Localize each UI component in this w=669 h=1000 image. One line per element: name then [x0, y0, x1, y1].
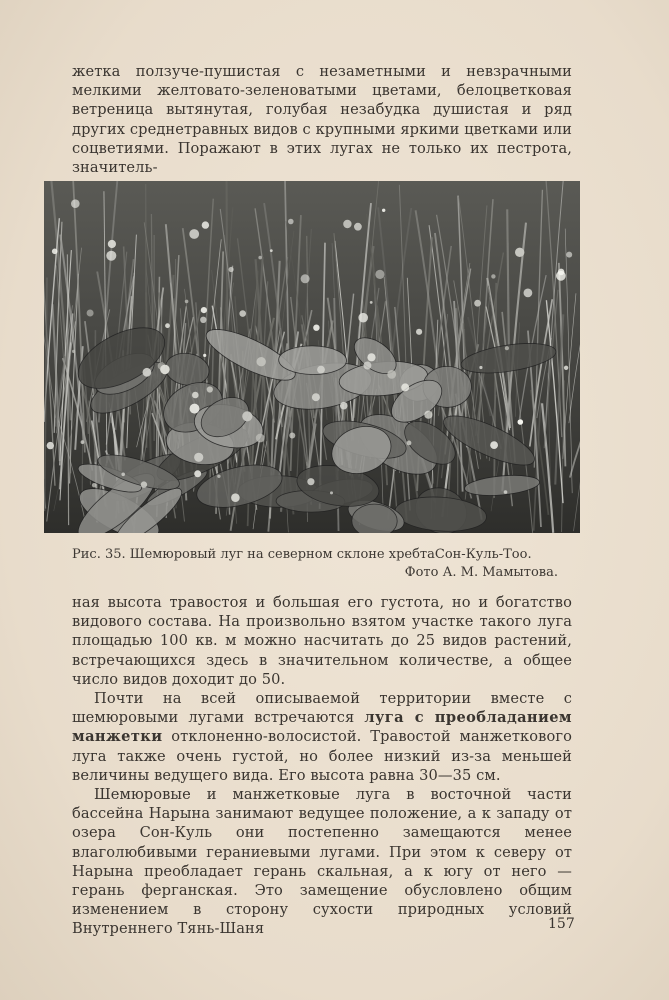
flower — [87, 310, 94, 317]
flower — [518, 419, 524, 425]
flower — [108, 240, 116, 248]
flower — [289, 433, 295, 439]
flower — [313, 325, 319, 331]
flower — [288, 219, 294, 225]
flower — [312, 393, 320, 401]
flower — [424, 411, 432, 419]
flower — [200, 317, 206, 323]
flower — [317, 366, 325, 374]
flower — [160, 365, 170, 375]
bottom-text-block — [72, 593, 572, 939]
flower — [343, 220, 351, 228]
meadow-photograph — [44, 181, 580, 533]
flower — [505, 346, 509, 350]
flower — [257, 357, 266, 366]
flower — [194, 470, 201, 477]
meadow-photo-image — [44, 181, 580, 533]
flower — [401, 383, 409, 391]
flower — [474, 300, 481, 307]
flower — [201, 307, 207, 313]
flower — [185, 300, 189, 304]
flower — [382, 209, 385, 212]
flower — [367, 353, 375, 361]
flower — [491, 274, 495, 278]
flower — [192, 392, 199, 399]
flower — [92, 483, 96, 487]
figure-caption: Рис. 35. Шемюровый луг на северном склоне хребтаСон-Куль-Тоо. — [72, 547, 532, 562]
flower — [307, 478, 314, 485]
flower — [239, 310, 246, 317]
paragraph-2 — [72, 689, 572, 785]
flower — [229, 267, 234, 272]
flower — [416, 329, 422, 335]
paragraph-3: Шемюровые и манжетковые луга в восточной части бассейна Нарына занимают ведущее положение, а к западу от озера Сон-Куль они постепенно замещаются менее влаголюбивыми гераниевыми лугами. При этом к северу от Нарына преобладает герань скальная, а к югу от него — герань ферганская. Это замещение обусловлено общим изменением в сторону сухости природных условий Внутреннего Тянь-Шаня — [72, 786, 572, 938]
flower — [564, 366, 568, 370]
flower — [242, 411, 252, 421]
flower — [504, 490, 508, 494]
photo-credit: Фото А. М. Мамытова. — [404, 565, 558, 580]
flower — [72, 350, 75, 353]
flower — [207, 386, 213, 392]
paragraph-2-end: отклоненно-волосистой. Травостой манжеткового луга также очень густой, но более низкий из-за меньшей величины ведущего вида. Его высота равна 30—35 см. — [72, 728, 572, 784]
flower — [202, 221, 209, 228]
flower — [515, 248, 524, 257]
flower — [47, 442, 54, 449]
flower — [301, 274, 310, 283]
flower — [189, 229, 199, 239]
flower — [258, 256, 262, 260]
flower — [358, 313, 368, 323]
flower — [81, 440, 85, 444]
flower — [566, 252, 572, 258]
flower — [330, 491, 333, 494]
flower — [217, 475, 220, 478]
flower — [203, 354, 206, 357]
flower — [490, 441, 498, 449]
flower — [387, 370, 396, 379]
flower — [370, 301, 373, 304]
paragraph-2-bold: луга с преобладанием манжетки — [72, 709, 572, 746]
flower — [194, 453, 203, 462]
flower — [141, 481, 147, 487]
paragraph-2-start: Почти на всей описываемой территории вместе с шемюровыми лугами встречаются — [72, 690, 572, 727]
top-text-block — [72, 62, 572, 177]
flower — [231, 493, 240, 502]
flower — [340, 402, 348, 410]
flower — [354, 223, 362, 231]
paragraph-1: ная высота травостоя и большая его густота, но и богатство видового состава. На произвольно взятом участке такого луга площадью 100 кв. м можно насчитать до 25 видов растений, встречающихся здесь в значительном количестве, а общее число видов доходит до 50. — [72, 594, 572, 688]
flower — [121, 473, 125, 477]
flower — [106, 251, 116, 261]
page-number: 157 — [548, 916, 575, 932]
flower — [407, 441, 412, 446]
flower — [524, 289, 533, 298]
top-paragraph: жетка ползуче-пушистая с незаметными и невзрачными мелкими желтовато-зеленоватыми цветами, белоцветковая ветреница вытянутая, голубая незабудка душистая и ряд других среднетравных видов с крупными яркими цветками или соцветиями. Поражают в этих лугах не только их пестрота, значитель- — [72, 63, 572, 177]
flower — [143, 368, 152, 377]
flower — [52, 249, 58, 255]
flower — [256, 434, 265, 443]
flower — [363, 362, 371, 370]
flower — [270, 249, 273, 252]
flower — [71, 199, 80, 208]
flower — [165, 323, 170, 328]
flower — [190, 404, 200, 414]
flower — [375, 270, 384, 279]
flower — [556, 271, 566, 281]
leaf — [279, 345, 347, 374]
flower — [479, 366, 482, 369]
